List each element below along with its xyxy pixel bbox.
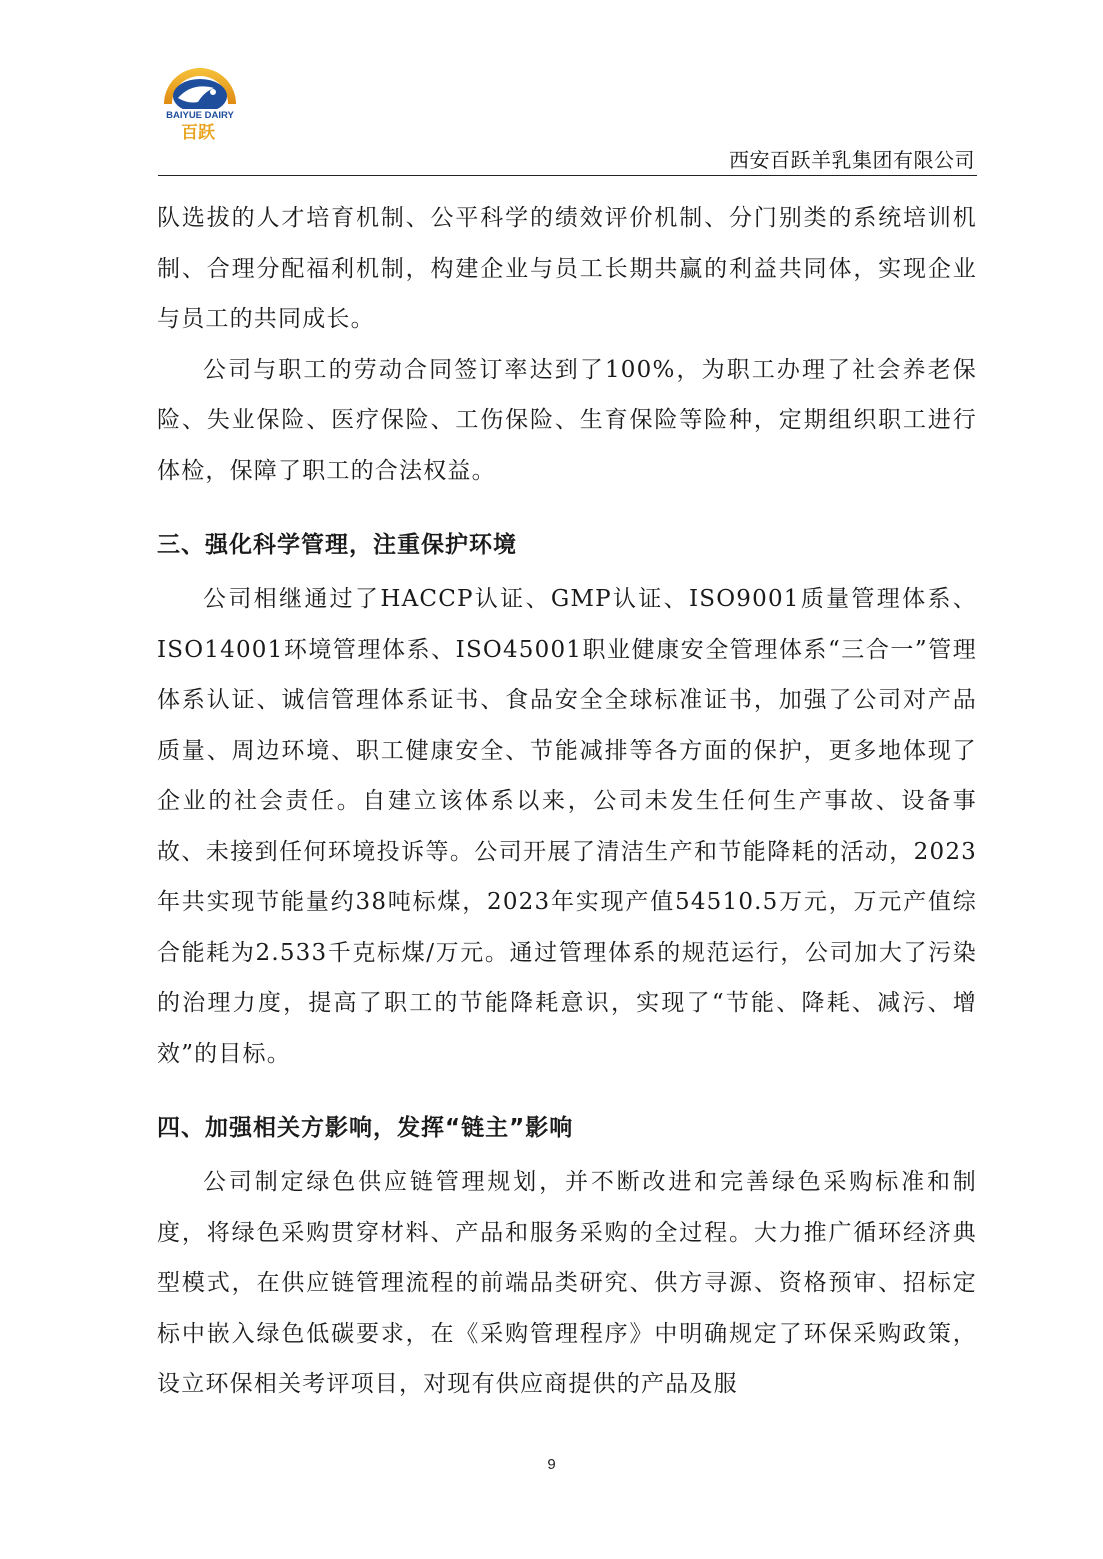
- paragraph-1: 队选拔的人才培育机制、公平科学的绩效评价机制、分门别类的系统培训机制、合理分配福利机制，构建企业与员工长期共赢的利益共同体，实现企业与员工的共同成长。: [157, 205, 977, 332]
- section-heading-3: 三、强化科学管理，注重保护环境: [157, 532, 517, 558]
- company-name: 西安百跃羊乳集团有限公司: [729, 148, 975, 172]
- company-logo: [158, 52, 242, 144]
- logo-text: BAIYUE DAIRY: [166, 110, 234, 121]
- logo-graphic: [158, 52, 242, 144]
- paragraph-4: 公司制定绿色供应链管理规划，并不断改进和完善绿色采购标准和制度，将绿色采购贯穿材料、产品和服务采购的全过程。大力推广循环经济典型模式，在供应链管理流程的前端品类研究、供方寻源、资格预审、招标定标中嵌入绿色低碳要求，在《采购管理程序》中明确规定了环保采购政策，设立环保相关考评项目，对现有供应商提供的产品及服: [157, 1169, 977, 1397]
- section-heading-4: 四、加强相关方影响，发挥“链主”影响: [157, 1115, 574, 1141]
- header-divider: [158, 175, 977, 176]
- paragraph-3: 公司相继通过了HACCP认证、GMP认证、ISO9001质量管理体系、ISO14001环境管理体系、ISO45001职业健康安全管理体系“三合一”管理体系认证、诚信管理体系证书、食品安全全球标准证书，加强了公司对产品质量、周边环境、职工健康安全、节能减排等各方面的保护，更多地体现了企业的社会责任。自建立该体系以来，公司未发生任何生产事故、设备事故、未接到任何环境投诉等。公司开展了清洁生产和节能降耗的活动，2023年共实现节能量约38吨标煤，2023年实现产值54510.5万元，万元产值综合能耗为2.533千克标煤/万元。通过管理体系的规范运行，公司加大了污染的治理力度，提高了职工的节能降耗意识，实现了“节能、降耗、减污、增效”的目标。: [157, 586, 977, 1067]
- logo-chinese-text: 百跃: [181, 123, 215, 143]
- document-body: [157, 193, 977, 1410]
- paragraph-2: 公司与职工的劳动合同签订率达到了100%，为职工办理了社会养老保险、失业保险、医疗保险、工伤保险、生育保险等险种，定期组织职工进行体检，保障了职工的合法权益。: [157, 356, 977, 484]
- page-number: 9: [547, 1456, 556, 1473]
